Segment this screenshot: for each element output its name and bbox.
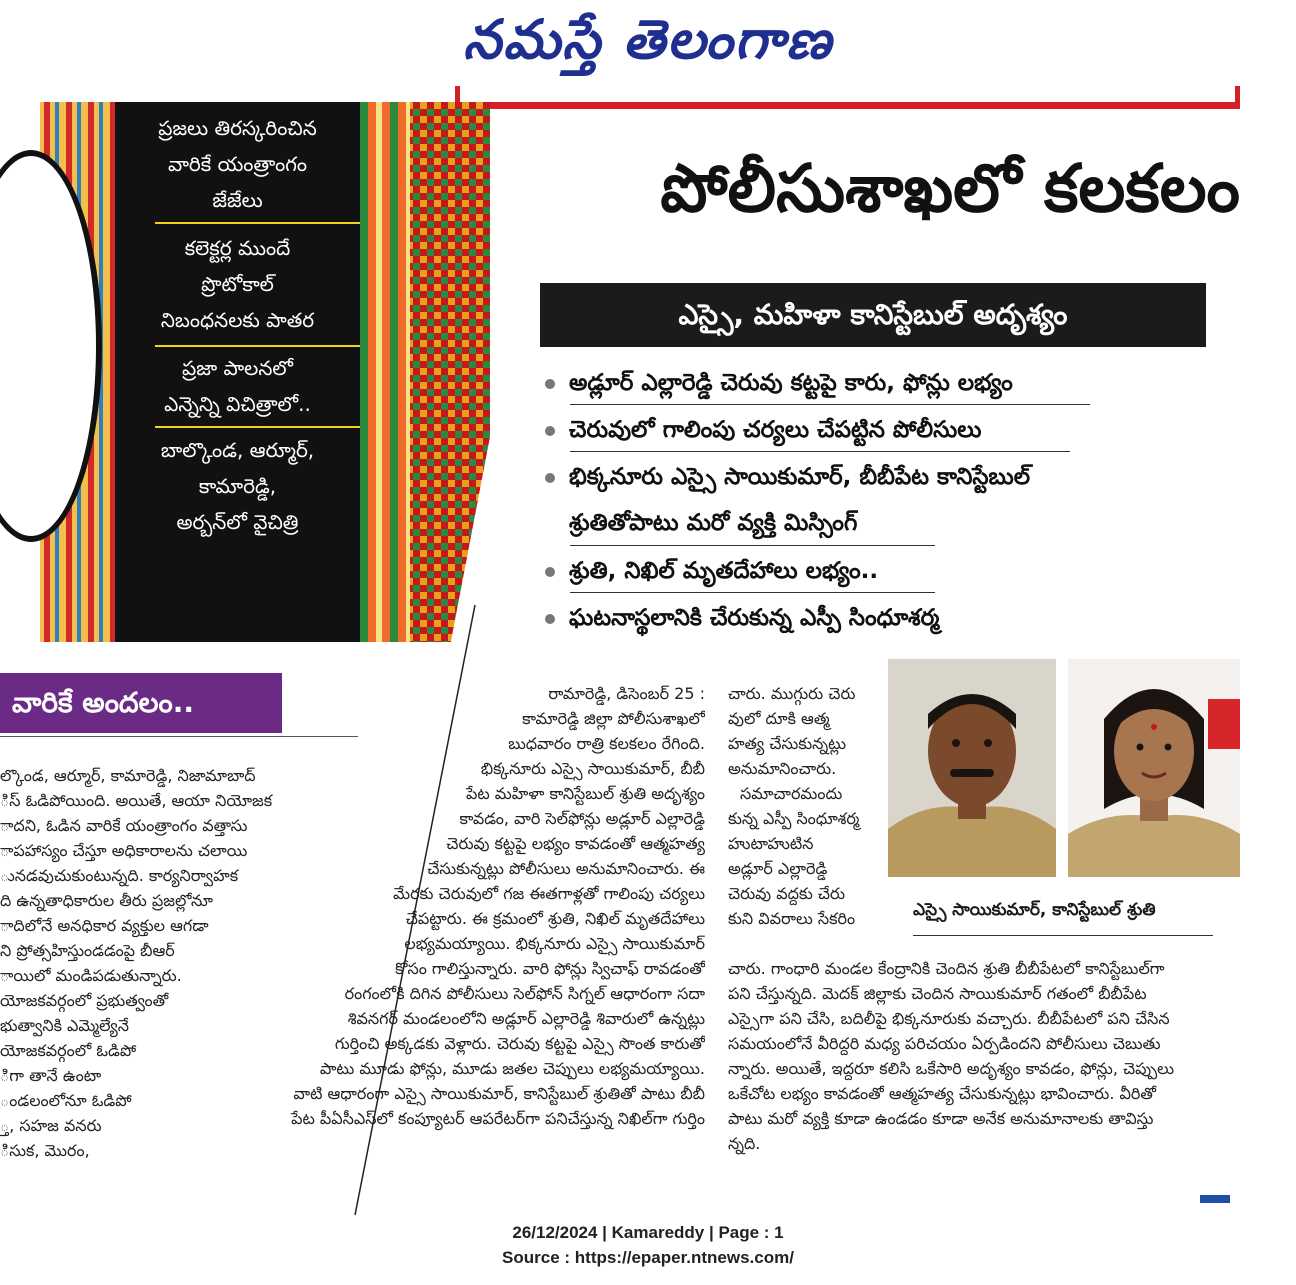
text-line: ిసుక, మొరం, <box>0 1141 90 1160</box>
footer-date-page: 26/12/2024 | Kamareddy | Page : 1 <box>512 1223 784 1242</box>
masthead-logo: నమస్తే తెలంగాణ <box>463 8 833 71</box>
text-line: ిస్ ఓడిపోయింది. అయితే, ఆయా నియోజక <box>0 791 273 810</box>
text-line: న్నది. <box>728 1134 761 1153</box>
text-line: హుటాహుటిన <box>728 834 814 853</box>
bullet-item <box>545 595 939 641</box>
sidebar-line-11: అర్బన్‌లో వైచిత్రి <box>176 510 299 534</box>
text-line: పని చేస్తున్నది. మెదక్ జిల్లాకు చెందిన సాయికుమార్ గతంలో బీబీపేట <box>728 984 1147 1003</box>
bullet-dot-icon <box>545 567 555 577</box>
headline: పోలీసుశాఖలో కలకలం <box>660 150 1240 227</box>
text-line: లభ్యమయ్యాయి. భిక్కనూరు ఎస్సై సాయికుమార్ <box>404 934 705 953</box>
text-line: ని ప్రోత్సహిస్తుండడంపై బీఆర్ <box>0 941 175 960</box>
caption-underline <box>913 935 1213 936</box>
sidebar-separator <box>155 222 360 224</box>
sidebar-line-5: ప్రొటోకాల్ <box>201 272 274 296</box>
bullet-text: చెరువులో గాలింపు చర్యలు చేపట్టిన పోలీసులు <box>569 417 982 443</box>
portrait-woman-icon <box>1068 659 1240 877</box>
text-line: బుధవారం రాత్రి కలకలం రేగింది. <box>508 734 705 753</box>
text-line: కోసం గాలిస్తున్నారు. వారి ఫోన్లు స్విచాఫ్ రావడంతో <box>395 959 705 978</box>
text-line: కుని వివరాలు సేకరిం <box>728 909 856 928</box>
text-line: చేసుకున్నట్లు పోలీసులు అనుమానించారు. ఈ <box>427 859 705 878</box>
text-line: ునడవుచుకుంటున్నది. కార్యనిర్వాహక <box>0 866 239 885</box>
text-line: ది ఉన్నతాధికారుల తీరు ప్రజల్లోనూ <box>0 891 213 910</box>
sidebar-callout-box <box>115 102 360 642</box>
text-line: ాపహాస్యం చేస్తూ అధికారాలను చలాయి <box>0 841 248 860</box>
bullet-dot-icon <box>545 614 555 624</box>
text-line: చేపట్టారు. ఈ క్రమంలో శ్రుతి, నిఖిల్ మృతదేహాలు <box>405 909 705 928</box>
text-line: చారు. గాంధారి మండల కేంద్రానికి చెందిన శ్రుతి బీబీపేటలో కానిస్టేబుల్‌గా <box>728 959 1165 978</box>
text-line: కామారెడ్డి జిల్లా పోలీసుశాఖలో <box>522 709 705 728</box>
text-line: చెరువు వద్దకు చేరు <box>728 884 846 903</box>
text-line: యోజకవర్గంలో ఓడిపో <box>0 1041 137 1060</box>
text-line: ల్కొండ, ఆర్మూర్, కామారెడ్డి, నిజామాబాద్ <box>0 766 256 785</box>
text-line: అనుమానించారు. <box>728 759 837 778</box>
text-line: అడ్లూర్ ఎల్లారెడ్డి <box>728 859 828 878</box>
bullet-underline <box>570 451 1070 452</box>
dateline: రామారెడ్డి, డిసెంబర్ 25 : <box>548 684 705 703</box>
text-line: న్నారు. అయితే, ఇద్దరూ కలిసి ఒకేసారి అదృశ్యం కావడం, ఫోన్లు, చెప్పులు <box>728 1059 1174 1078</box>
text-line: చారు. ముగ్గురు చెరు <box>728 684 856 703</box>
bullet-underline <box>570 592 935 593</box>
text-line: పేట మహిళా కానిస్టేబుల్ శ్రుతి అదృశ్యం <box>465 784 705 803</box>
bullet-item <box>545 454 1030 500</box>
main-story-side-column <box>728 681 883 931</box>
bullet-text: ఘటనాస్థలానికి చేరుకున్న ఎస్పీ సింధూశర్మ <box>569 605 940 631</box>
page-footer <box>0 1220 1296 1270</box>
bullet-item <box>545 548 878 594</box>
photo-caption: ఎస్సై సాయికుమార్, కానిస్టేబుల్ శ్రుతి <box>913 900 1156 920</box>
footer-source: Source : https://epaper.ntnews.com/ <box>502 1248 794 1267</box>
bullet-text: శ్రుతి, నిఖిల్ మృతదేహాలు లభ్యం.. <box>569 558 879 584</box>
text-line: ండలంలోనూ ఓడిపో <box>0 1091 132 1110</box>
bullet-item <box>545 360 1013 406</box>
text-line: పేట పీఏసీఎస్‌లో కంప్యూటర్ ఆపరేటర్‌గా పనిచేస్తున్న నిఖిల్‌గా గుర్తిం <box>291 1109 705 1128</box>
text-line: ్త, సహజ వనరు <box>0 1116 102 1135</box>
text-line: సమాచారమందు <box>740 784 843 803</box>
sidebar-separator <box>155 426 360 428</box>
sidebar-line-7: ప్రజా పాలనలో <box>182 356 293 380</box>
text-line: రంగంలోకి దిగిన పోలీసులు సెల్‌ఫోన్ సిగ్నల్ ఆధారంగా సదా <box>344 984 705 1003</box>
text-line: ాదని, ఓడిన వారికే యంత్రాంగం వత్తాసు <box>0 816 248 835</box>
bullet-continuation <box>569 500 857 546</box>
text-line: హత్య చేసుకున్నట్లు <box>728 734 846 753</box>
bullet-item <box>545 407 982 453</box>
sidebar-line-4: కలెక్టర్ల ముందే <box>184 236 291 260</box>
text-line: గుర్తించి అక్కడకు వెళ్లారు. చెరువు కట్టపై ఎస్సై సొంత కారుతో <box>334 1034 705 1053</box>
bullet-dot-icon <box>545 473 555 483</box>
text-line: వాటి ఆధారంగా ఎస్సై సాయికుమార్, కానిస్టేబుల్ శ్రుతితో పాటు బీబీ <box>293 1084 705 1103</box>
text-line: భుత్వానికి ఎమ్మెల్యేనే <box>0 1016 129 1035</box>
text-line: కున్న ఎస్పీ సింధూశర్మ <box>728 809 860 828</box>
main-story-bottom-column <box>728 956 1243 1156</box>
text-line: చెరువు కట్టపై లభ్యం కావడంతో ఆత్మహత్య <box>446 834 705 853</box>
text-line: భిక్కనూరు ఎస్సై సాయికుమార్, బీబీ <box>480 759 705 778</box>
subheadline-box: ఎస్సై, మహిళా కానిస్టేబుల్ అదృశ్యం <box>540 283 1206 347</box>
text-line: మేరకు చెరువులో గజ ఈతగాళ్లతో గాలింపు చర్యలు <box>393 884 705 903</box>
left-story-banner: వారికే అందలం.. <box>0 673 282 733</box>
photo-constable-shruthi <box>1068 659 1240 877</box>
text-line: పాటు మూడు ఫోన్లు, మూడు జతల చెప్పులు లభ్యమయ్యాయి. <box>319 1059 705 1078</box>
bullet-dot-icon <box>545 426 555 436</box>
bullet-underline <box>570 545 935 546</box>
red-rule <box>455 102 1240 109</box>
text-line: ఎస్సైగా పని చేసి, బదిలీపై భిక్కనూరుకు వచ్చారు. బీబీపేటలో పని చేసిన <box>728 1009 1170 1028</box>
red-rule-right-tick <box>1235 86 1240 108</box>
sidebar-line-10: కామారెడ్డి, <box>198 474 277 498</box>
text-line: కావడం, వారి సెల్‌ఫోన్లు అడ్లూర్ ఎల్లారెడ్డి <box>459 809 705 828</box>
sidebar-line-6: నిబంధనలకు పాతర <box>160 308 315 332</box>
text-line: సమయంలోనే వీరిద్దరి మధ్య పరిచయం ఏర్పడిందని పోలీసులు చెబుతు <box>728 1034 1161 1053</box>
bullet-dot-icon <box>545 379 555 389</box>
text-line: వులో దూకి ఆత్మ <box>728 709 830 728</box>
text-line: పాటు మరో వ్యక్తి కూడా ఉండడం కూడా అనేక అనుమానాలకు తావిస్తు <box>728 1109 1154 1128</box>
end-of-story-marker <box>1200 1195 1230 1203</box>
text-line: యోజకవర్గంలో ప్రభుత్వంతో <box>0 991 169 1010</box>
text-line: ాయిలో మండిపడుతున్నారు. <box>0 966 182 985</box>
text-line: ిగా తానే ఉంటా <box>0 1066 102 1085</box>
sidebar-line-2: వారికే యంత్రాంగం <box>167 152 308 176</box>
sidebar-line-9: బాల్కొండ, ఆర్మూర్, <box>160 438 315 462</box>
sidebar-line-1: ప్రజలు తిరస్కరించిన <box>158 116 317 140</box>
bullet-underline <box>570 404 1090 405</box>
text-line: ాదిలోనే అనధికార వ్యక్తుల ఆగడా <box>0 916 209 935</box>
main-story-column <box>215 681 705 1131</box>
text-line: ఒకేచోట లభ్యం కావడంతో ఆత్మహత్య చేసుకున్నట్లు భావించారు. వీరితో <box>728 1084 1156 1103</box>
sidebar-line-3: జేజేలు <box>212 188 263 212</box>
bullet-text: అడ్లూర్ ఎల్లారెడ్డి చెరువు కట్టపై కారు, ఫోన్లు లభ్యం <box>569 370 1013 396</box>
bullet-text: శ్రుతితోపాటు మరో వ్యక్తి మిస్సింగ్ <box>569 510 858 536</box>
photo-si-saikumar <box>888 659 1056 877</box>
sidebar-line-8: ఎన్నెన్ని విచిత్రాలో.. <box>164 392 311 416</box>
text-line: శివనగర్ మండలంలోని అడ్లూర్ ఎల్లారెడ్డి శివారులో ఉన్నట్లు <box>347 1009 705 1028</box>
sidebar-separator <box>155 345 360 347</box>
portrait-man-icon <box>888 659 1056 877</box>
bullet-text: భిక్కనూరు ఎస్సై సాయికుమార్, బీబీపేట కానిస్టేబుల్ <box>569 464 1031 490</box>
